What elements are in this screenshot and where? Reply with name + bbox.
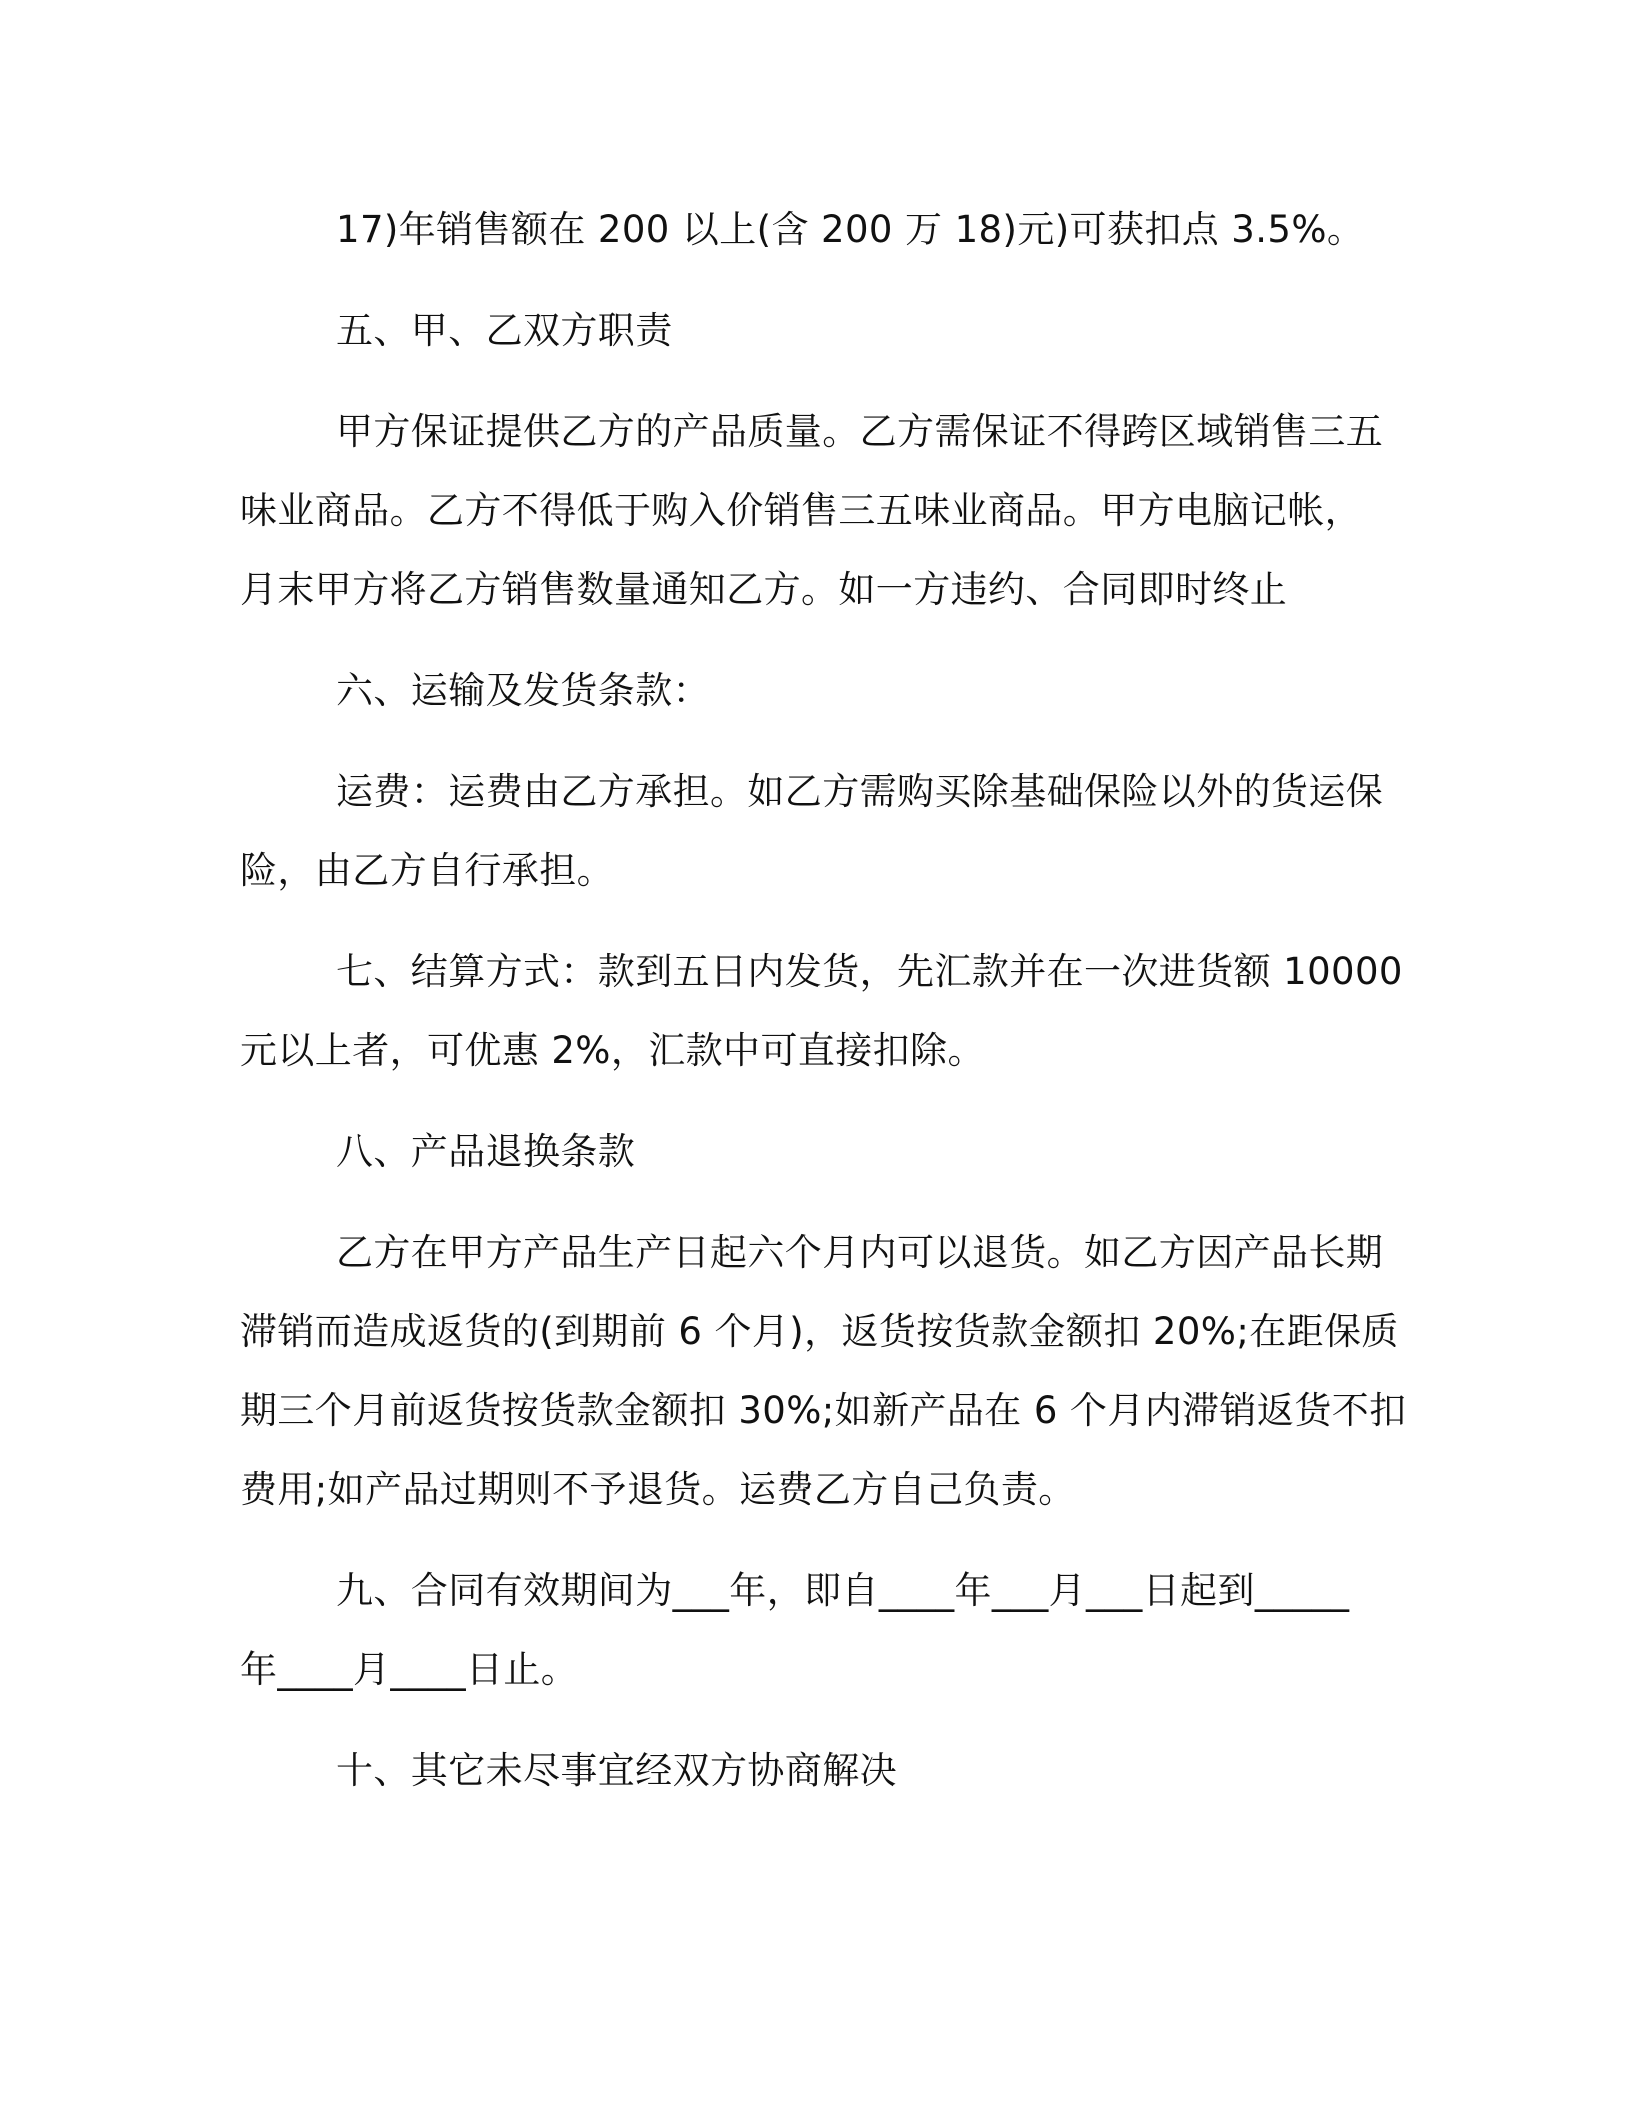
- text-line: 年____月____日止。: [240, 1648, 579, 1691]
- paragraph-sales-rebate: [240, 190, 1388, 269]
- text-line: 17)年销售额在 200 以上(含 200 万 18)元)可获扣点 3.5%。: [336, 208, 1365, 251]
- paragraph-duties: [240, 392, 1388, 629]
- document-body: [240, 190, 1407, 1832]
- text-line: 六、运输及发货条款：: [336, 669, 710, 712]
- text-line: 险，由乙方自行承担。: [240, 849, 614, 892]
- paragraph-returns: [240, 1213, 1407, 1529]
- text-line: 八、产品退换条款: [336, 1130, 636, 1173]
- paragraph-settlement: [240, 932, 1403, 1090]
- text-line: 运费：运费由乙方承担。如乙方需购买除基础保险以外的货运保: [336, 770, 1384, 813]
- text-line: 费用;如产品过期则不予退货。运费乙方自己负责。: [240, 1468, 1076, 1511]
- text-line: 乙方在甲方产品生产日起六个月内可以退货。如乙方因产品长期: [336, 1231, 1384, 1274]
- text-line: 十、其它未尽事宜经双方协商解决: [336, 1749, 897, 1792]
- heading-other-matters: [240, 1731, 1388, 1810]
- text-line: 甲方保证提供乙方的产品质量。乙方需保证不得跨区域销售三五: [336, 410, 1384, 453]
- text-line: 滞销而造成返货的(到期前 6 个月)，返货按货款金额扣 20%;在距保质: [240, 1310, 1399, 1353]
- text-line: 五、甲、乙双方职责: [336, 309, 673, 352]
- heading-duties: [240, 291, 1388, 370]
- text-line: 味业商品。乙方不得低于购入价销售三五味业商品。甲方电脑记帐，: [240, 489, 1362, 532]
- text-line: 七、结算方式：款到五日内发货，先汇款并在一次进货额 10000: [336, 950, 1403, 993]
- heading-shipping: [240, 651, 1388, 730]
- text-line: 期三个月前返货按货款金额扣 30%;如新产品在 6 个月内滞销返货不扣: [240, 1389, 1407, 1432]
- paragraph-freight: [240, 752, 1388, 910]
- text-line: 九、合同有效期间为___年，即自____年___月___日起到_____: [336, 1569, 1350, 1612]
- text-line: 月末甲方将乙方销售数量通知乙方。如一方违约、合同即时终止: [240, 568, 1288, 611]
- paragraph-validity: [240, 1551, 1388, 1709]
- text-line: 元以上者，可优惠 2%，汇款中可直接扣除。: [240, 1029, 985, 1072]
- heading-returns: [240, 1112, 1388, 1191]
